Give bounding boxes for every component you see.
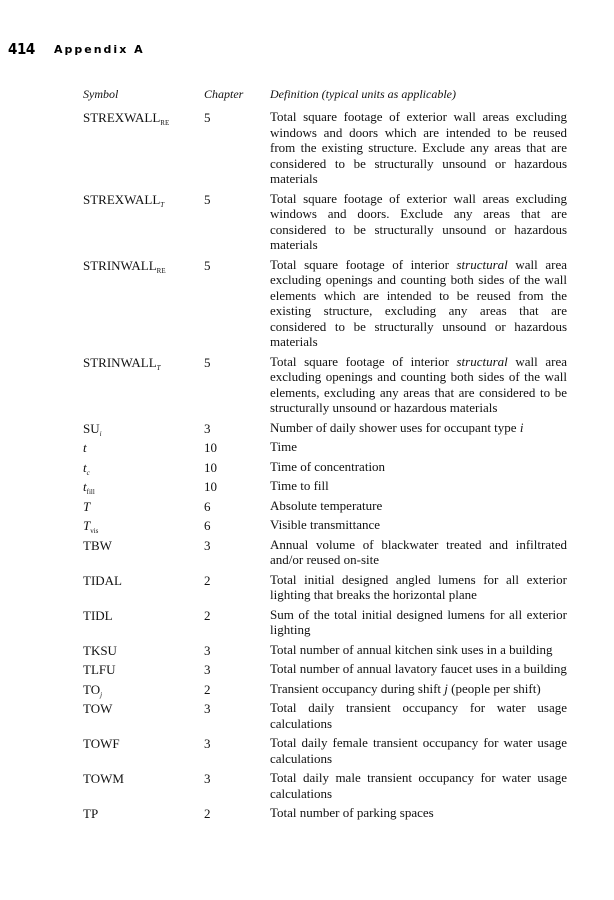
chapter-number: 2	[204, 572, 211, 588]
definition: Time	[270, 439, 297, 454]
definition: Annual volume of blackwater treated and infiltrated and/or reused on-site	[270, 536, 567, 567]
table-row	[0, 354, 614, 420]
definition: Number of daily shower uses for occupant type i	[270, 419, 524, 435]
symbol: $t_{fill}$	[83, 479, 95, 496]
definition: Time to fill	[270, 478, 329, 493]
table-row	[0, 642, 614, 662]
chapter-number: 6	[204, 498, 211, 514]
symbol: TBW	[83, 537, 112, 553]
chapter-number: 3	[204, 642, 211, 658]
symbol: $T_{vis}$	[83, 518, 99, 535]
definition: Total number of annual kitchen sink uses in a building	[270, 641, 553, 657]
table-row	[0, 607, 614, 642]
table-row	[0, 109, 614, 191]
symbol: T	[83, 498, 91, 514]
table-row	[0, 681, 614, 701]
definition: Transient occupancy during shift j (people per shift)	[270, 680, 541, 696]
chapter-column-header: Chapter	[204, 87, 244, 101]
table-row	[0, 537, 614, 572]
symbol-table	[0, 109, 614, 825]
symbol: $STRINWALL_{RE}$	[83, 257, 166, 275]
definition: Total square footage of exterior wall areas excluding windows and doors. Exclude any areas that are considered to be structurally unsound or hazardous materials	[270, 190, 567, 252]
symbol: TP	[83, 806, 99, 821]
symbol: TIDL	[83, 607, 113, 623]
definition: Total initial designed angled lumens for all exterior lighting that breaks the horizontal plane	[270, 571, 567, 602]
symbol: t	[83, 440, 87, 455]
table-row	[0, 420, 614, 440]
table-row	[0, 517, 614, 537]
definition: Total number of parking spaces	[270, 805, 434, 820]
symbol: TIDAL	[83, 572, 122, 588]
table-row	[0, 735, 614, 770]
chapter-number: 3	[204, 662, 211, 677]
symbol: $SU_i$	[83, 420, 102, 438]
table-row	[0, 805, 614, 825]
chapter-number: 3	[204, 736, 211, 751]
definition: Time of concentration	[270, 458, 386, 474]
definition: Sum of the total initial designed lumens for all exterior lighting	[270, 606, 567, 637]
chapter-number: 5	[204, 110, 211, 125]
column-headers	[0, 87, 614, 103]
chapter-number: 5	[204, 191, 211, 207]
definition: Total square footage of interior structural wall area excluding openings and counting both sides of the wall elements, excluding any areas that are considered to be structurally unsound or hazardous materials	[270, 353, 568, 415]
table-row	[0, 572, 614, 607]
table-row	[0, 700, 614, 735]
chapter-number: 3	[204, 537, 211, 553]
symbol: TOWM	[83, 771, 124, 786]
chapter-number: 3	[204, 701, 211, 716]
chapter-number: 3	[204, 420, 211, 436]
definition: Total daily female transient occupancy for water usage calculations	[270, 735, 567, 766]
table-row	[0, 498, 614, 518]
symbol: TLFU	[83, 662, 116, 677]
chapter-number: 10	[204, 440, 217, 455]
chapter-number: 10	[204, 479, 217, 494]
chapter-number: 2	[204, 681, 211, 697]
table-row	[0, 439, 614, 459]
definition: Total square footage of exterior wall areas excluding windows and doors which are intended to be reused from the existing structure. Exclude any areas that are considered to be structurally unsound or hazardous materials	[270, 109, 567, 186]
symbol: $TO_j$	[83, 681, 103, 699]
definition: Absolute temperature	[270, 497, 383, 513]
symbol: $t_c$	[83, 459, 90, 477]
symbol: $STREXWALL_T$	[83, 191, 165, 209]
chapter-number: 2	[204, 607, 211, 623]
running-title: Appendix A	[54, 43, 145, 56]
chapter-number: 5	[204, 354, 211, 370]
table-row	[0, 478, 614, 498]
symbol-column-header: Symbol	[83, 87, 119, 101]
chapter-number: 6	[204, 518, 211, 533]
table-row	[0, 459, 614, 479]
page-number: 414	[8, 40, 35, 58]
symbol: $STREXWALL_{RE}$	[83, 110, 170, 127]
symbol: TOW	[83, 701, 113, 716]
chapter-number: 3	[204, 771, 211, 786]
definition-column-header: Definition (typical units as applicable)	[270, 87, 456, 101]
symbol: $STRINWALL_T$	[83, 354, 161, 372]
table-row	[0, 770, 614, 805]
definition: Visible transmittance	[270, 517, 381, 532]
definition: Total number of annual lavatory faucet uses in a building	[270, 661, 567, 676]
table-row	[0, 191, 614, 257]
chapter-number: 2	[204, 806, 211, 821]
symbol: TKSU	[83, 642, 117, 658]
symbol: TOWF	[83, 736, 120, 751]
table-row	[0, 661, 614, 681]
definition: Total square footage of interior structural wall area excluding openings and counting both sides of the wall elements which are intended to be reused from the existing structure, excluding any areas that are considered to be structurally unsound or hazardous materials	[270, 256, 568, 349]
chapter-number: 5	[204, 257, 211, 273]
definition: Total daily transient occupancy for water usage calculations	[270, 700, 567, 731]
chapter-number: 10	[204, 459, 217, 475]
table-row	[0, 257, 614, 354]
definition: Total daily male transient occupancy for water usage calculations	[270, 770, 567, 801]
